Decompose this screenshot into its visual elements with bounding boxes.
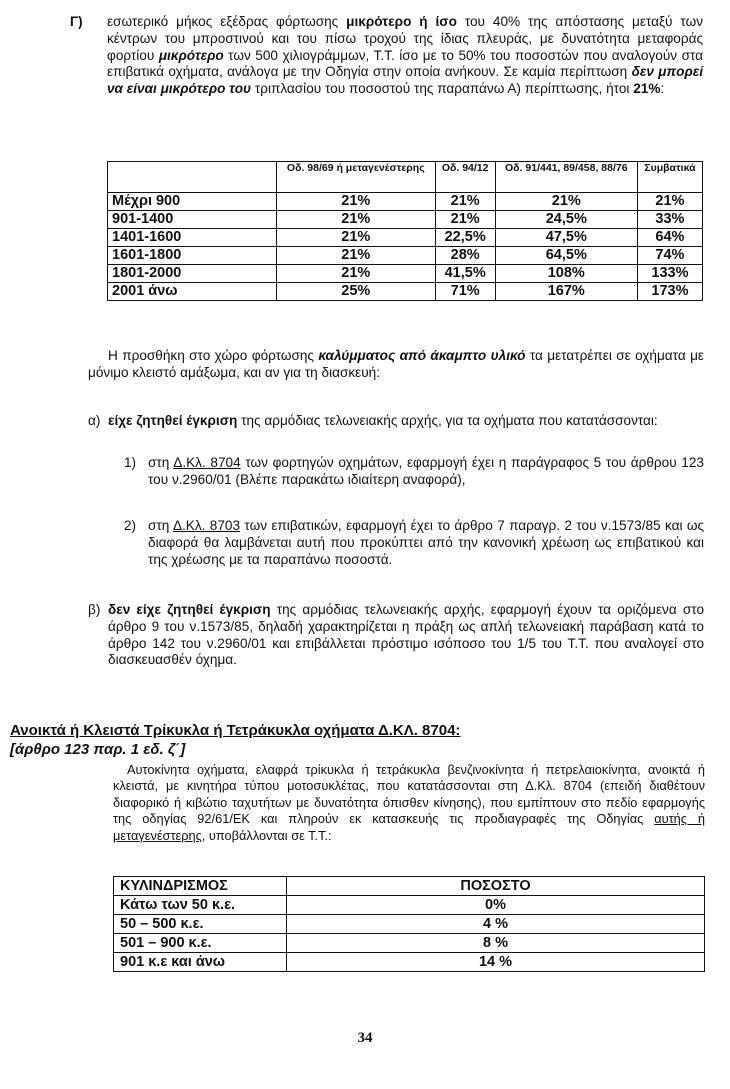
table-cell: 1601-1800: [108, 247, 277, 265]
table-cell: 33%: [637, 211, 702, 229]
section-marker: Γ): [70, 14, 83, 29]
table-row: [108, 247, 703, 265]
section-heading: Ανοικτά ή Κλειστά Τρίκυκλα ή Τετράκυκλα οχήματα Δ.ΚΛ. 8704:: [10, 722, 461, 739]
table-cell: 21%: [637, 193, 702, 211]
table-header-cell: ΚΥΛΙΝΔΡΙΣΜΟΣ: [114, 877, 287, 896]
table-cell: 50 – 500 κ.ε.: [114, 915, 287, 934]
table-cell: 28%: [435, 247, 495, 265]
table-header-cell: Οδ. 98/69 ή μεταγενέστερης: [277, 162, 436, 193]
table-cell: 133%: [637, 265, 702, 283]
table-row: [114, 896, 705, 915]
table-row: [114, 915, 705, 934]
table-cell: 21%: [495, 193, 637, 211]
sub1-marker: 1): [124, 455, 137, 470]
table-cell: 167%: [495, 283, 637, 301]
table-cell: 21%: [435, 211, 495, 229]
item-a-marker: α): [88, 413, 101, 428]
table-header-cell: Οδ. 91/441, 89/458, 88/76: [495, 162, 637, 193]
table-row: [108, 265, 703, 283]
table-cell: 74%: [637, 247, 702, 265]
table-header-cell: Συμβατικά: [637, 162, 702, 193]
page-number: 34: [357, 1030, 373, 1046]
table-cell: 21%: [277, 247, 436, 265]
table-cell: 108%: [495, 265, 637, 283]
table-header-row: [108, 162, 703, 193]
table-cell: 1801-2000: [108, 265, 277, 283]
rates-table: [107, 161, 703, 301]
item-a-text: είχε ζητηθεί έγκριση της αρμόδιας τελωνειακής αρχής, για τα οχήματα που κατατάσσονται:: [108, 413, 658, 428]
table-cell: 901 κ.ε και άνω: [114, 953, 287, 972]
item-b-text: δεν είχε ζητηθεί έγκριση της αρμόδιας τελωνειακής αρχής, εφαρμογή έχουν τα οριζόμενα στο άρθρο 9 του ν.1573/85, δηλαδή χαρακτηρίζεται η πράξη ως απλή τελωνειακή παράβαση κατά το άρθρο 142 του ν.2960/01 και επιβάλλεται πρόστιμο ισόποσο του 1/5 του Τ.Τ. που αναλογεί στο διασκευασθέν όχημα.: [108, 602, 704, 668]
table-cell: 64%: [637, 229, 702, 247]
cylinder-rates-table: [113, 876, 705, 972]
table-cell: 64,5%: [495, 247, 637, 265]
table-cell: 901-1400: [108, 211, 277, 229]
sub2-text: στη Δ.Κλ. 8703 των επιβατικών, εφαρμογή έχει το άρθρο 7 παραγρ. 2 του ν.1573/85 και ως διαφορά θα λαμβάνεται αυτή που προκύπτει από την κανονική χρέωση ως επιβατικού και της χρέωσης με τα παραπάνω ποσοστά.: [148, 518, 704, 567]
sub1-text: στη Δ.Κλ. 8704 των φορτηγών οχημάτων, εφαρμογή έχει η παράγραφος 5 του άρθρου 123 του ν.2960/01 (Βλέπε παρακάτω ιδιαίτερη αναφορά),: [148, 455, 704, 487]
sub2-marker: 2): [124, 518, 137, 533]
table-cell: 4 %: [287, 915, 705, 934]
trikykla-paragraph: Αυτοκίνητα οχήματα, ελαφρά τρίκυκλα ή τετράκυκλα βενζινοκίνητα ή πετρελαιοκίνητα, ανοικτά ή κλειστά, με κινητήρα τύπου μοτοσυκλέτας, που κατατάσσονται στη Δ.Κλ. 8704 (επειδή διαθέτουν διαφορικό ή κιβώτιο ταχυτήτων με δυνατότητα όπισθεν κίνησης), που εμπίπτουν στο πεδίο εφαρμογής της οδηγίας 92/61/ΕΚ και πληρούν εκ κατασκευής τις προδιαγραφές της Οδηγίας αυτής ή μεταγενέστερης, υποβάλλονται σε Τ.Τ.:: [113, 762, 705, 843]
table-header-row: [114, 877, 705, 896]
table-cell: 1401-1600: [108, 229, 277, 247]
table-row: [108, 193, 703, 211]
section-reference: [άρθρο 123 παρ. 1 εδ. ζ΄]: [10, 741, 186, 758]
table-header-cell: Οδ. 94/12: [435, 162, 495, 193]
classification-link-8704: Δ.Κλ. 8704: [173, 455, 241, 470]
table-cell: 25%: [277, 283, 436, 301]
addition-paragraph: Η προσθήκη στο χώρο φόρτωσης καλύμματος από άκαμπτο υλικό τα μετατρέπει σε οχήματα με μόνιμο κλειστό αμάξωμα, και αν για τη διασκευή:: [88, 348, 704, 380]
table-cell: 21%: [277, 229, 436, 247]
classification-link-8703: Δ.Κλ. 8703: [172, 518, 241, 533]
table-cell: 21%: [435, 193, 495, 211]
table-header-cell: [108, 162, 277, 193]
table-cell: 21%: [277, 193, 436, 211]
table-cell: 2001 άνω: [108, 283, 277, 301]
table-cell: 47,5%: [495, 229, 637, 247]
table-cell: 0%: [287, 896, 705, 915]
table-cell: 173%: [637, 283, 702, 301]
table-cell: 24,5%: [495, 211, 637, 229]
section-g-paragraph: εσωτερικό μήκος εξέδρας φόρτωσης μικρότερο ή ίσο του 40% της απόστασης μεταξύ των κέντρων του μπροστινού και του πίσω τροχού της ίδιας πλευράς, με δυνατότητα μεταφοράς φορτίου μικρότερο των 500 χιλιογράμμων, Τ.Τ. ίσο με το 50% του ποσοστών που αναλογούν στα επιβατικά οχήματα, ανάλογα με την Οδηγία στην οποία ανήκουν. Σε καμία περίπτωση δεν μπορεί να είναι μικρότερο του τριπλασίου του ποσοστού της παραπάνω Α) περίπτωσης, ήτοι 21%:: [107, 14, 703, 97]
table-cell: 21%: [277, 265, 436, 283]
item-b-marker: β): [88, 602, 101, 617]
table-row: [108, 229, 703, 247]
table-row: [114, 953, 705, 972]
table-cell: 22,5%: [435, 229, 495, 247]
table-row: [108, 283, 703, 301]
table-header-cell: ΠΟΣΟΣΤΟ: [287, 877, 705, 896]
table-cell: 41,5%: [435, 265, 495, 283]
table-cell: 71%: [435, 283, 495, 301]
table-row: [108, 211, 703, 229]
table-cell: 21%: [277, 211, 436, 229]
table-cell: 14 %: [287, 953, 705, 972]
table-cell: 501 – 900 κ.ε.: [114, 934, 287, 953]
table-cell: Κάτω των 50 κ.ε.: [114, 896, 287, 915]
table-cell: Μέχρι 900: [108, 193, 277, 211]
table-row: [114, 934, 705, 953]
table-cell: 8 %: [287, 934, 705, 953]
